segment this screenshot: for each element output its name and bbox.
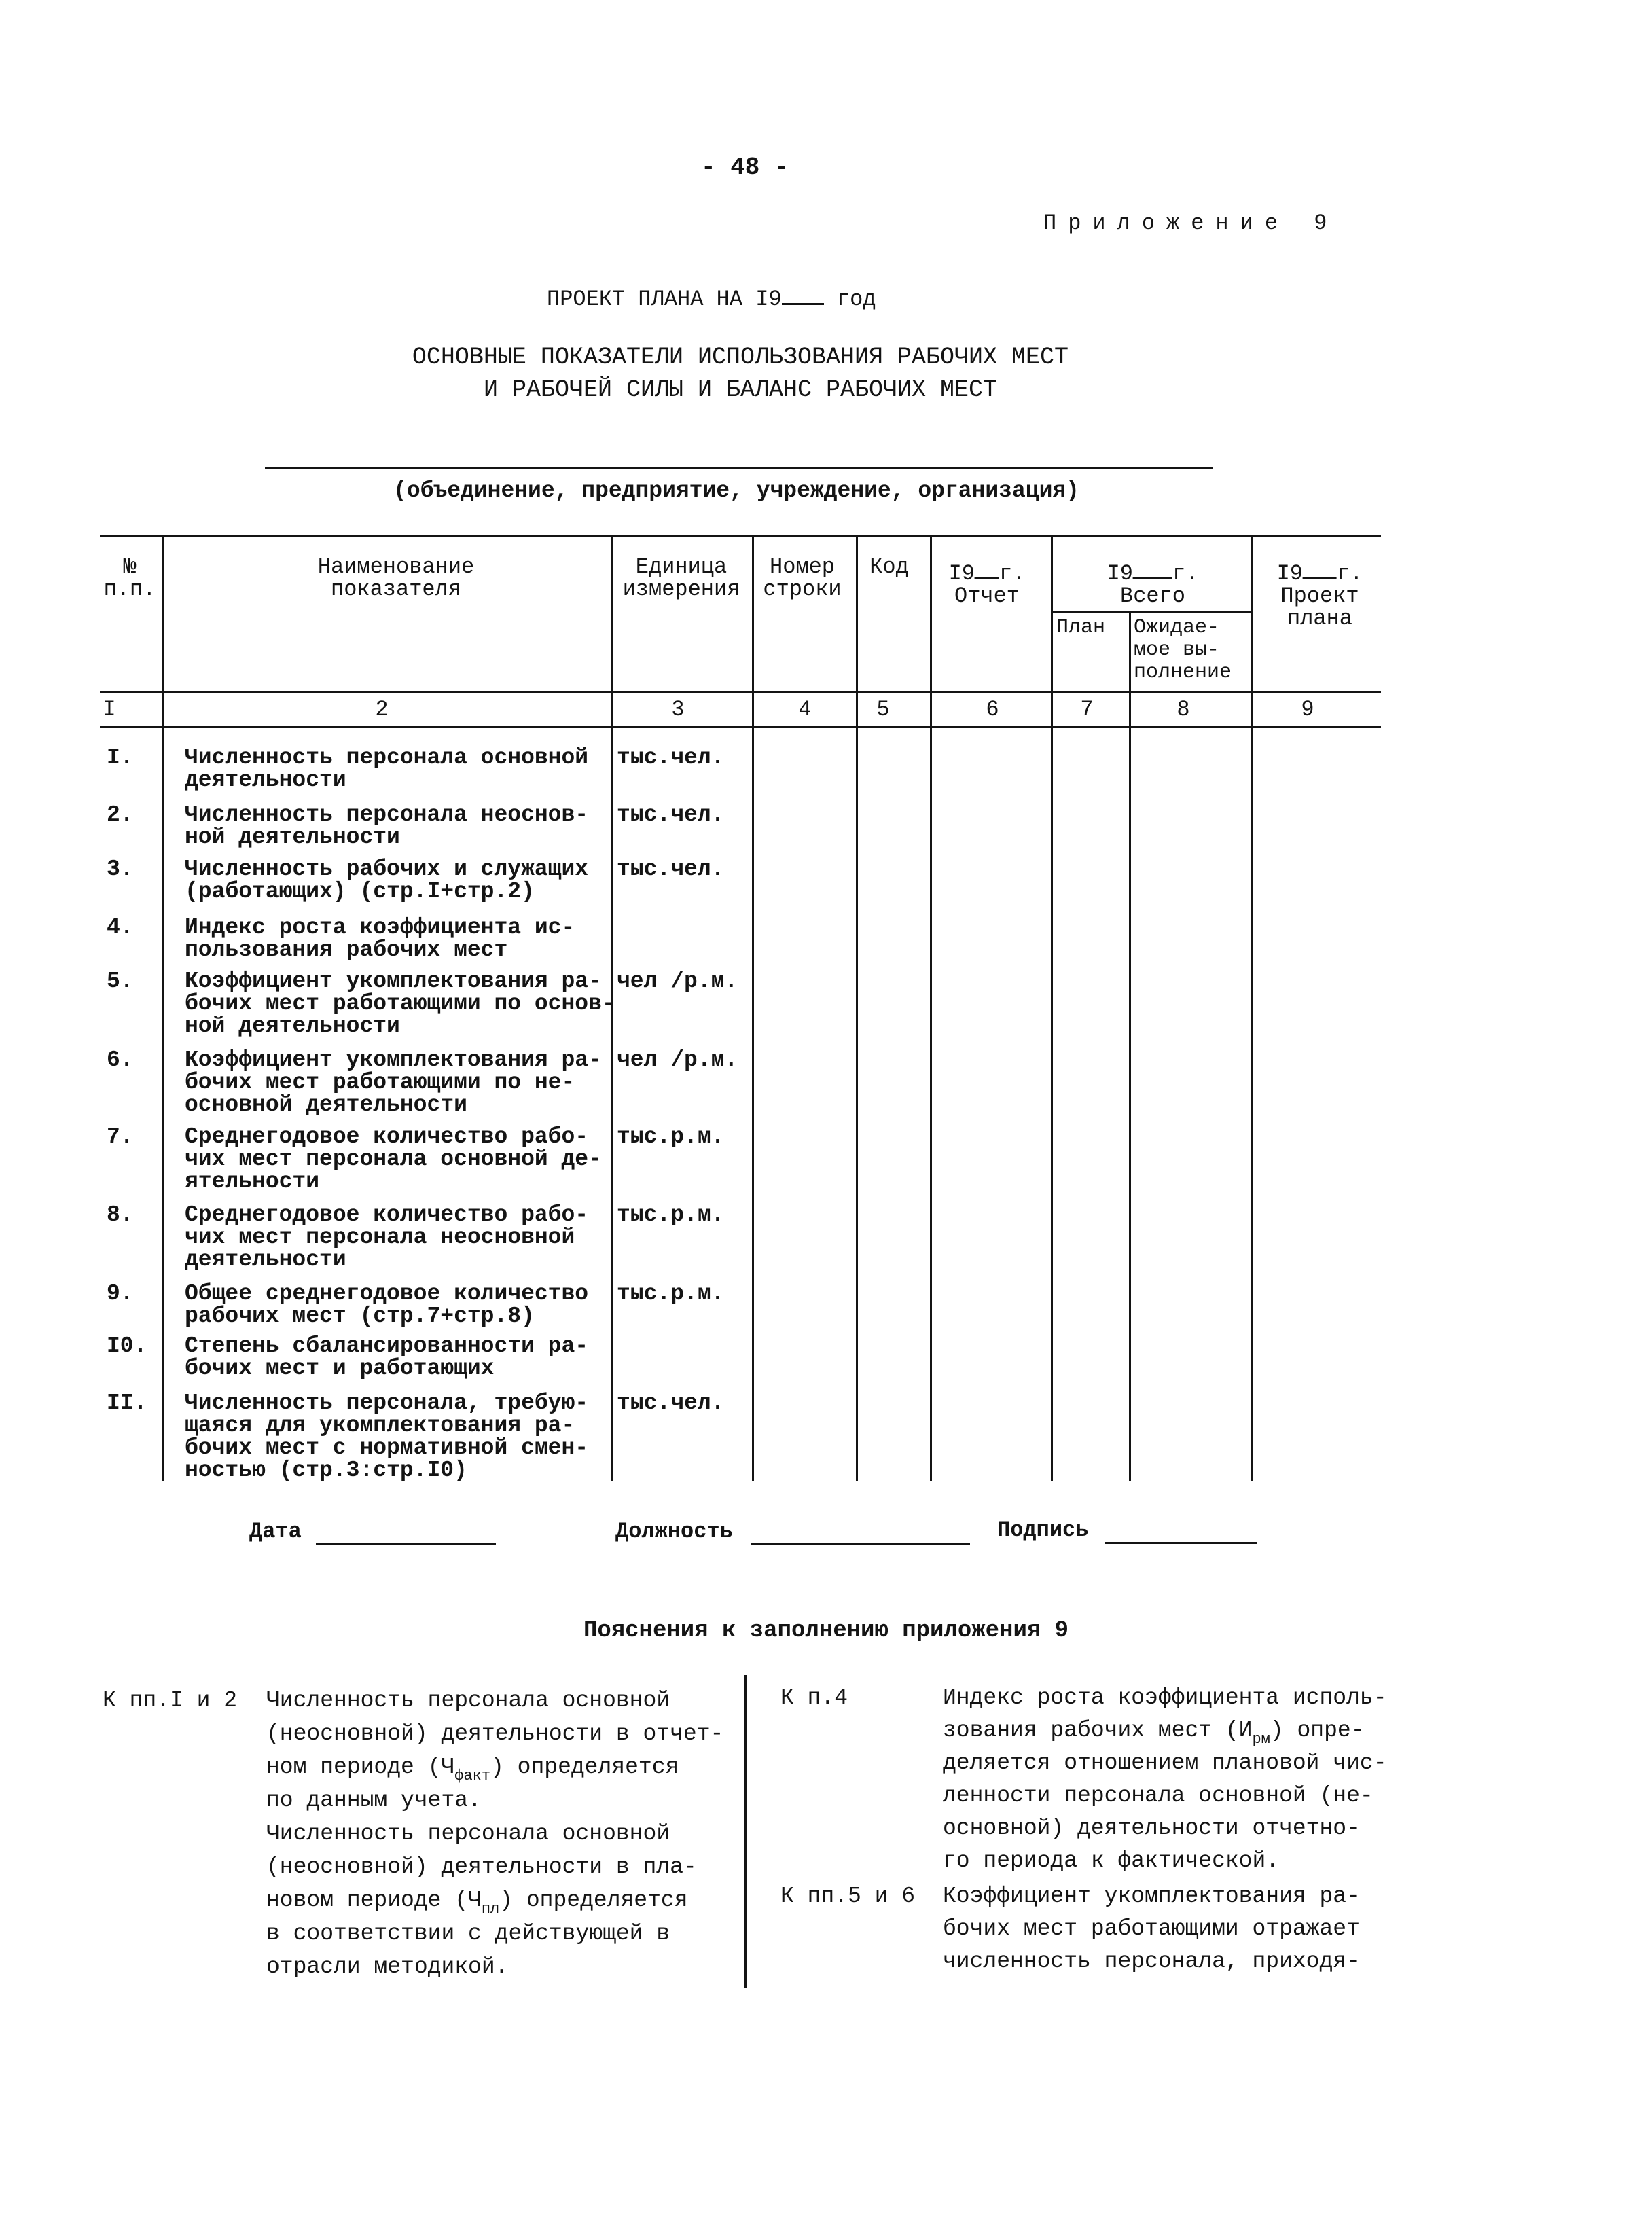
header-unit xyxy=(623,556,740,600)
document-title xyxy=(547,281,876,312)
explanation-line: по данным учета. xyxy=(266,1788,482,1813)
column-divider xyxy=(1129,611,1131,1481)
indicator-name xyxy=(185,858,588,903)
indicator-name-line: бочих мест с нормативной смен- xyxy=(185,1435,589,1460)
indicator-name-line: деятельности xyxy=(185,768,346,793)
year-prefix: I9 xyxy=(1107,561,1133,586)
organization-caption: (объединение, предприятие, учреждение, организация) xyxy=(393,478,1079,503)
indicator-name-line: Среднегодовое количество рабо- xyxy=(185,1202,589,1227)
indicator-name-line: (работающих) (стр.I+стр.2) xyxy=(185,879,535,904)
column-divider xyxy=(856,535,858,1481)
indicator-name-line: щаяся для укомплектования ра- xyxy=(185,1413,575,1438)
explanation-line: отрасли методикой. xyxy=(266,1954,509,1979)
explanation-line: ленности персонала основной (не- xyxy=(943,1783,1373,1808)
year-blank xyxy=(1133,556,1172,579)
row-number: 9. xyxy=(107,1281,134,1306)
column-divider xyxy=(1251,535,1253,1481)
row-number: I0. xyxy=(107,1333,147,1359)
column-divider xyxy=(752,535,754,1481)
position-label: Должность xyxy=(615,1519,733,1544)
header-number xyxy=(104,556,156,600)
explanation-line: в соответствии с действующей в xyxy=(266,1921,670,1946)
table-header-rule xyxy=(100,691,1381,693)
header-total xyxy=(1107,556,1199,607)
indicator-name-line: Общее среднегодовое количество xyxy=(185,1281,589,1306)
indicator-name-line: Численность рабочих и служащих xyxy=(185,857,589,882)
explanation-text: ном периоде (Ч xyxy=(266,1755,455,1780)
header-row-number-line1: Номер xyxy=(769,554,835,579)
row-number: 8. xyxy=(107,1202,134,1227)
header-project-label1: Проект xyxy=(1280,583,1359,609)
unit-of-measure: тыс.чел. xyxy=(617,1390,725,1416)
indicator-name xyxy=(185,1392,588,1481)
year-prefix: I9 xyxy=(948,561,975,586)
table-subheader-rule xyxy=(1051,611,1251,613)
explanation-line: (неосновной) деятельности в отчет- xyxy=(266,1721,724,1746)
header-expected-line: полнение xyxy=(1134,661,1232,684)
indicator-name-line: ной деятельности xyxy=(185,1013,400,1039)
explanation-line xyxy=(943,1717,1365,1748)
indicator-name-line: ной деятельности xyxy=(185,825,400,850)
row-number: 6. xyxy=(107,1047,134,1073)
row-number: II. xyxy=(107,1390,147,1416)
column-number: 9 xyxy=(1301,697,1314,722)
column-divider xyxy=(162,535,164,1481)
year-suffix: г. xyxy=(1337,561,1363,586)
column-number: 8 xyxy=(1177,697,1190,722)
date-field-line xyxy=(316,1543,496,1545)
header-expected-line: Ожидае- xyxy=(1134,616,1220,639)
column-number: 3 xyxy=(671,697,685,722)
page-number: - 48 - xyxy=(701,154,789,181)
header-indicator-name xyxy=(318,556,474,600)
header-number-line2: п.п. xyxy=(103,577,156,602)
explanation-reference: К п.4 xyxy=(780,1685,848,1710)
header-number-line1: № xyxy=(123,554,137,579)
indicator-name-line: чих мест персонала неосновной xyxy=(185,1225,575,1250)
explanation-text: ) определяется xyxy=(490,1755,679,1780)
header-report xyxy=(949,556,1026,607)
year-prefix: I9 xyxy=(1276,561,1303,586)
document-title-prefix: ПРОЕКТ ПЛАНА НА I9 xyxy=(547,287,782,312)
explanations-title: Пояснения к заполнению приложения 9 xyxy=(583,1618,1069,1644)
indicator-name-line: Численность персонала, требую- xyxy=(185,1390,589,1416)
indicator-name-line: Численность персонала основной xyxy=(185,745,589,770)
indicator-name-line: бочих мест работающими по не- xyxy=(185,1070,575,1095)
indicators-table xyxy=(100,535,1381,1481)
indicator-name-line: Коэффициент укомплектования ра- xyxy=(185,1047,602,1073)
explanation-text: ) опре- xyxy=(1270,1718,1365,1743)
header-expected-line: мое вы- xyxy=(1134,639,1220,662)
year-blank xyxy=(975,556,999,579)
indicator-name xyxy=(185,1049,602,1116)
indicator-name-line: бочих мест работающими по основ- xyxy=(185,991,615,1016)
header-plan: План xyxy=(1056,616,1106,639)
indicator-name-line: рабочих мест (стр.7+стр.8) xyxy=(185,1304,535,1329)
explanation-line: Численность персонала основной xyxy=(266,1688,670,1713)
explanation-text: зования рабочих мест (И xyxy=(943,1718,1253,1743)
header-total-label: Всего xyxy=(1119,583,1185,609)
subscript: пл xyxy=(481,1901,500,1918)
header-report-label: Отчет xyxy=(954,583,1020,609)
organization-line xyxy=(265,467,1213,469)
column-number: 7 xyxy=(1080,697,1094,722)
explanation-line: численность персонала, приходя- xyxy=(943,1949,1360,1974)
indicator-name-line: ностью (стр.3:стр.I0) xyxy=(185,1458,467,1483)
column-number: 5 xyxy=(876,697,890,722)
explanation-line: (неосновной) деятельности в пла- xyxy=(266,1854,697,1880)
header-report-year xyxy=(949,556,1026,585)
column-divider xyxy=(930,535,932,1481)
subtitle-line-1: ОСНОВНЫЕ ПОКАЗАТЕЛИ ИСПОЛЬЗОВАНИЯ РАБОЧИХ МЕСТ xyxy=(412,344,1069,371)
unit-of-measure: тыс.р.м. xyxy=(617,1202,725,1227)
row-number: 5. xyxy=(107,969,134,994)
explanation-reference: К пп.5 и 6 xyxy=(780,1884,916,1909)
row-number: 7. xyxy=(107,1124,134,1149)
explanation-line xyxy=(266,1754,679,1784)
indicator-name-line: пользования рабочих мест xyxy=(185,937,508,963)
column-divider xyxy=(1051,535,1053,1481)
indicator-name-line: деятельности xyxy=(185,1247,346,1272)
subtitle-line-2: И РАБОЧЕЙ СИЛЫ И БАЛАНС РАБОЧИХ МЕСТ xyxy=(483,376,998,403)
header-expected xyxy=(1134,617,1232,684)
indicator-name-line: Среднегодовое количество рабо- xyxy=(185,1124,589,1149)
indicator-name-line: основной деятельности xyxy=(185,1092,467,1117)
unit-of-measure: тыс.р.м. xyxy=(617,1281,725,1306)
unit-of-measure: тыс.чел. xyxy=(617,857,725,882)
header-row-number-line2: строки xyxy=(763,577,842,602)
signature-label: Подпись xyxy=(997,1517,1089,1543)
row-number: 3. xyxy=(107,857,134,882)
column-number: 2 xyxy=(375,697,389,722)
header-total-year xyxy=(1107,556,1199,585)
explanation-line: бочих мест работающими отражает xyxy=(943,1916,1360,1941)
explanation-text: новом периоде (Ч xyxy=(266,1888,482,1913)
indicator-name xyxy=(185,1282,588,1327)
unit-of-measure: тыс.р.м. xyxy=(617,1124,725,1149)
row-number: 2. xyxy=(107,802,134,827)
header-code: Код xyxy=(869,554,909,579)
unit-of-measure: чел /р.м. xyxy=(617,1047,738,1073)
indicator-name xyxy=(185,916,575,961)
indicator-name xyxy=(185,1335,588,1380)
date-label: Дата xyxy=(249,1519,302,1544)
header-project-label2: плана xyxy=(1287,606,1352,631)
explanation-line: Численность персонала основной xyxy=(266,1821,670,1846)
header-row-number xyxy=(763,556,841,600)
indicator-name-line: Индекс роста коэффициента ис- xyxy=(185,915,575,940)
indicator-name-line: Численность персонала неоснов- xyxy=(185,802,589,827)
unit-of-measure: тыс.чел. xyxy=(617,802,725,827)
explanation-line xyxy=(266,1887,688,1918)
explanation-text: ) определяется xyxy=(499,1888,688,1913)
table-numbers-rule xyxy=(100,726,1381,728)
column-number: 6 xyxy=(986,697,999,722)
row-number: I. xyxy=(107,745,134,770)
explanations-divider xyxy=(744,1675,747,1988)
row-number: 4. xyxy=(107,915,134,940)
year-suffix: г. xyxy=(1172,561,1199,586)
signature-field-line xyxy=(1105,1542,1257,1544)
document-title-suffix: год xyxy=(836,287,876,312)
subscript: факт xyxy=(454,1767,491,1784)
column-number: 4 xyxy=(798,697,812,722)
indicator-name xyxy=(185,747,588,791)
explanation-line: основной) деятельности отчетно- xyxy=(943,1816,1360,1841)
explanation-line: Коэффициент укомплектования ра- xyxy=(943,1884,1360,1909)
explanation-line: Индекс роста коэффициента исполь- xyxy=(943,1685,1387,1710)
table-top-rule xyxy=(100,535,1381,537)
indicator-name-line: Степень сбалансированности ра- xyxy=(185,1333,589,1359)
year-blank xyxy=(1303,556,1337,579)
header-project xyxy=(1277,556,1363,630)
indicator-name-line: ятельности xyxy=(185,1169,320,1194)
indicator-name xyxy=(185,1204,588,1271)
column-number: I xyxy=(103,697,116,722)
header-name-line1: Наименование xyxy=(317,554,475,579)
header-unit-line2: измерения xyxy=(622,577,740,602)
position-field-line xyxy=(751,1543,970,1545)
header-unit-line1: Единица xyxy=(635,554,728,579)
explanation-line: го периода к фактической. xyxy=(943,1848,1280,1873)
indicator-name-line: бочих мест и работающих xyxy=(185,1356,495,1381)
indicator-name xyxy=(185,1126,602,1193)
explanation-reference: К пп.I и 2 xyxy=(103,1688,238,1713)
unit-of-measure: тыс.чел. xyxy=(617,745,725,770)
year-blank xyxy=(782,281,824,305)
indicator-name-line: чих мест персонала основной де- xyxy=(185,1147,602,1172)
explanation-line: деляется отношением плановой чис- xyxy=(943,1750,1387,1776)
header-project-year xyxy=(1277,556,1363,585)
indicator-name-line: Коэффициент укомплектования ра- xyxy=(185,969,602,994)
unit-of-measure: чел /р.м. xyxy=(617,969,738,994)
indicator-name xyxy=(185,804,588,848)
appendix-label: Приложение 9 xyxy=(1043,211,1339,236)
header-name-line2: показателя xyxy=(330,577,462,602)
year-suffix: г. xyxy=(999,561,1026,586)
subscript: рм xyxy=(1252,1731,1270,1748)
document-subtitle xyxy=(333,344,1148,403)
indicator-name xyxy=(185,970,615,1037)
